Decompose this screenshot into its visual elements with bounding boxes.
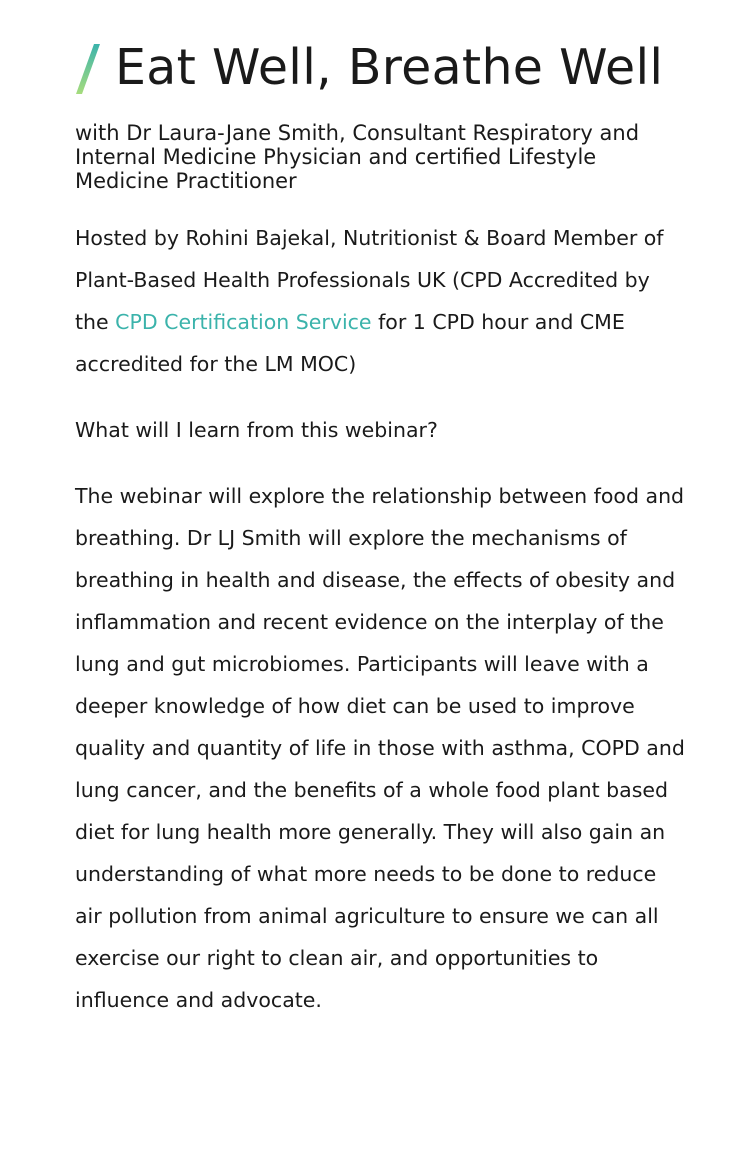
title-row — [75, 40, 685, 95]
host-text: Hosted by Rohini Bajekal, Nutritionist & Board Member of Plant-Based Health Professionals UK (CPD Accredited by the — [75, 226, 664, 334]
webinar-description: The webinar will explore the relationship between food and breathing. Dr LJ Smith will explore the mechanisms of breathing in health and disease, the effects of obesity and inflammation and recent evidence on the interplay of the lung and gut microbiomes. Participants will leave with a deeper knowledge of how diet can be used to improve quality and quantity of life in those with asthma, COPD and lung cancer, and the benefits of a whole food plant based diet for lung health more generally. They will also gain an understanding of what more needs to be done to reduce air pollution from animal agriculture to ensure we can all exercise our right to clean air, and opportunities to influence and advocate. — [75, 484, 685, 1012]
article — [75, 40, 685, 1021]
section-question: What will I learn from this webinar? — [75, 418, 438, 442]
speaker-subtitle: with Dr Laura-Jane Smith, Consultant Respiratory and Internal Medicine Physician and certified Lifestyle Medicine Practitioner — [75, 121, 640, 193]
cpd-certification-link[interactable]: CPD Certification Service — [115, 310, 372, 334]
slash-accent-icon — [75, 44, 101, 94]
host-text-after: for 1 CPD hour and CME accredited for the LM MOC) — [75, 310, 625, 376]
host-paragraph — [75, 217, 685, 385]
page-title: Eat Well, Breathe Well — [115, 39, 664, 96]
